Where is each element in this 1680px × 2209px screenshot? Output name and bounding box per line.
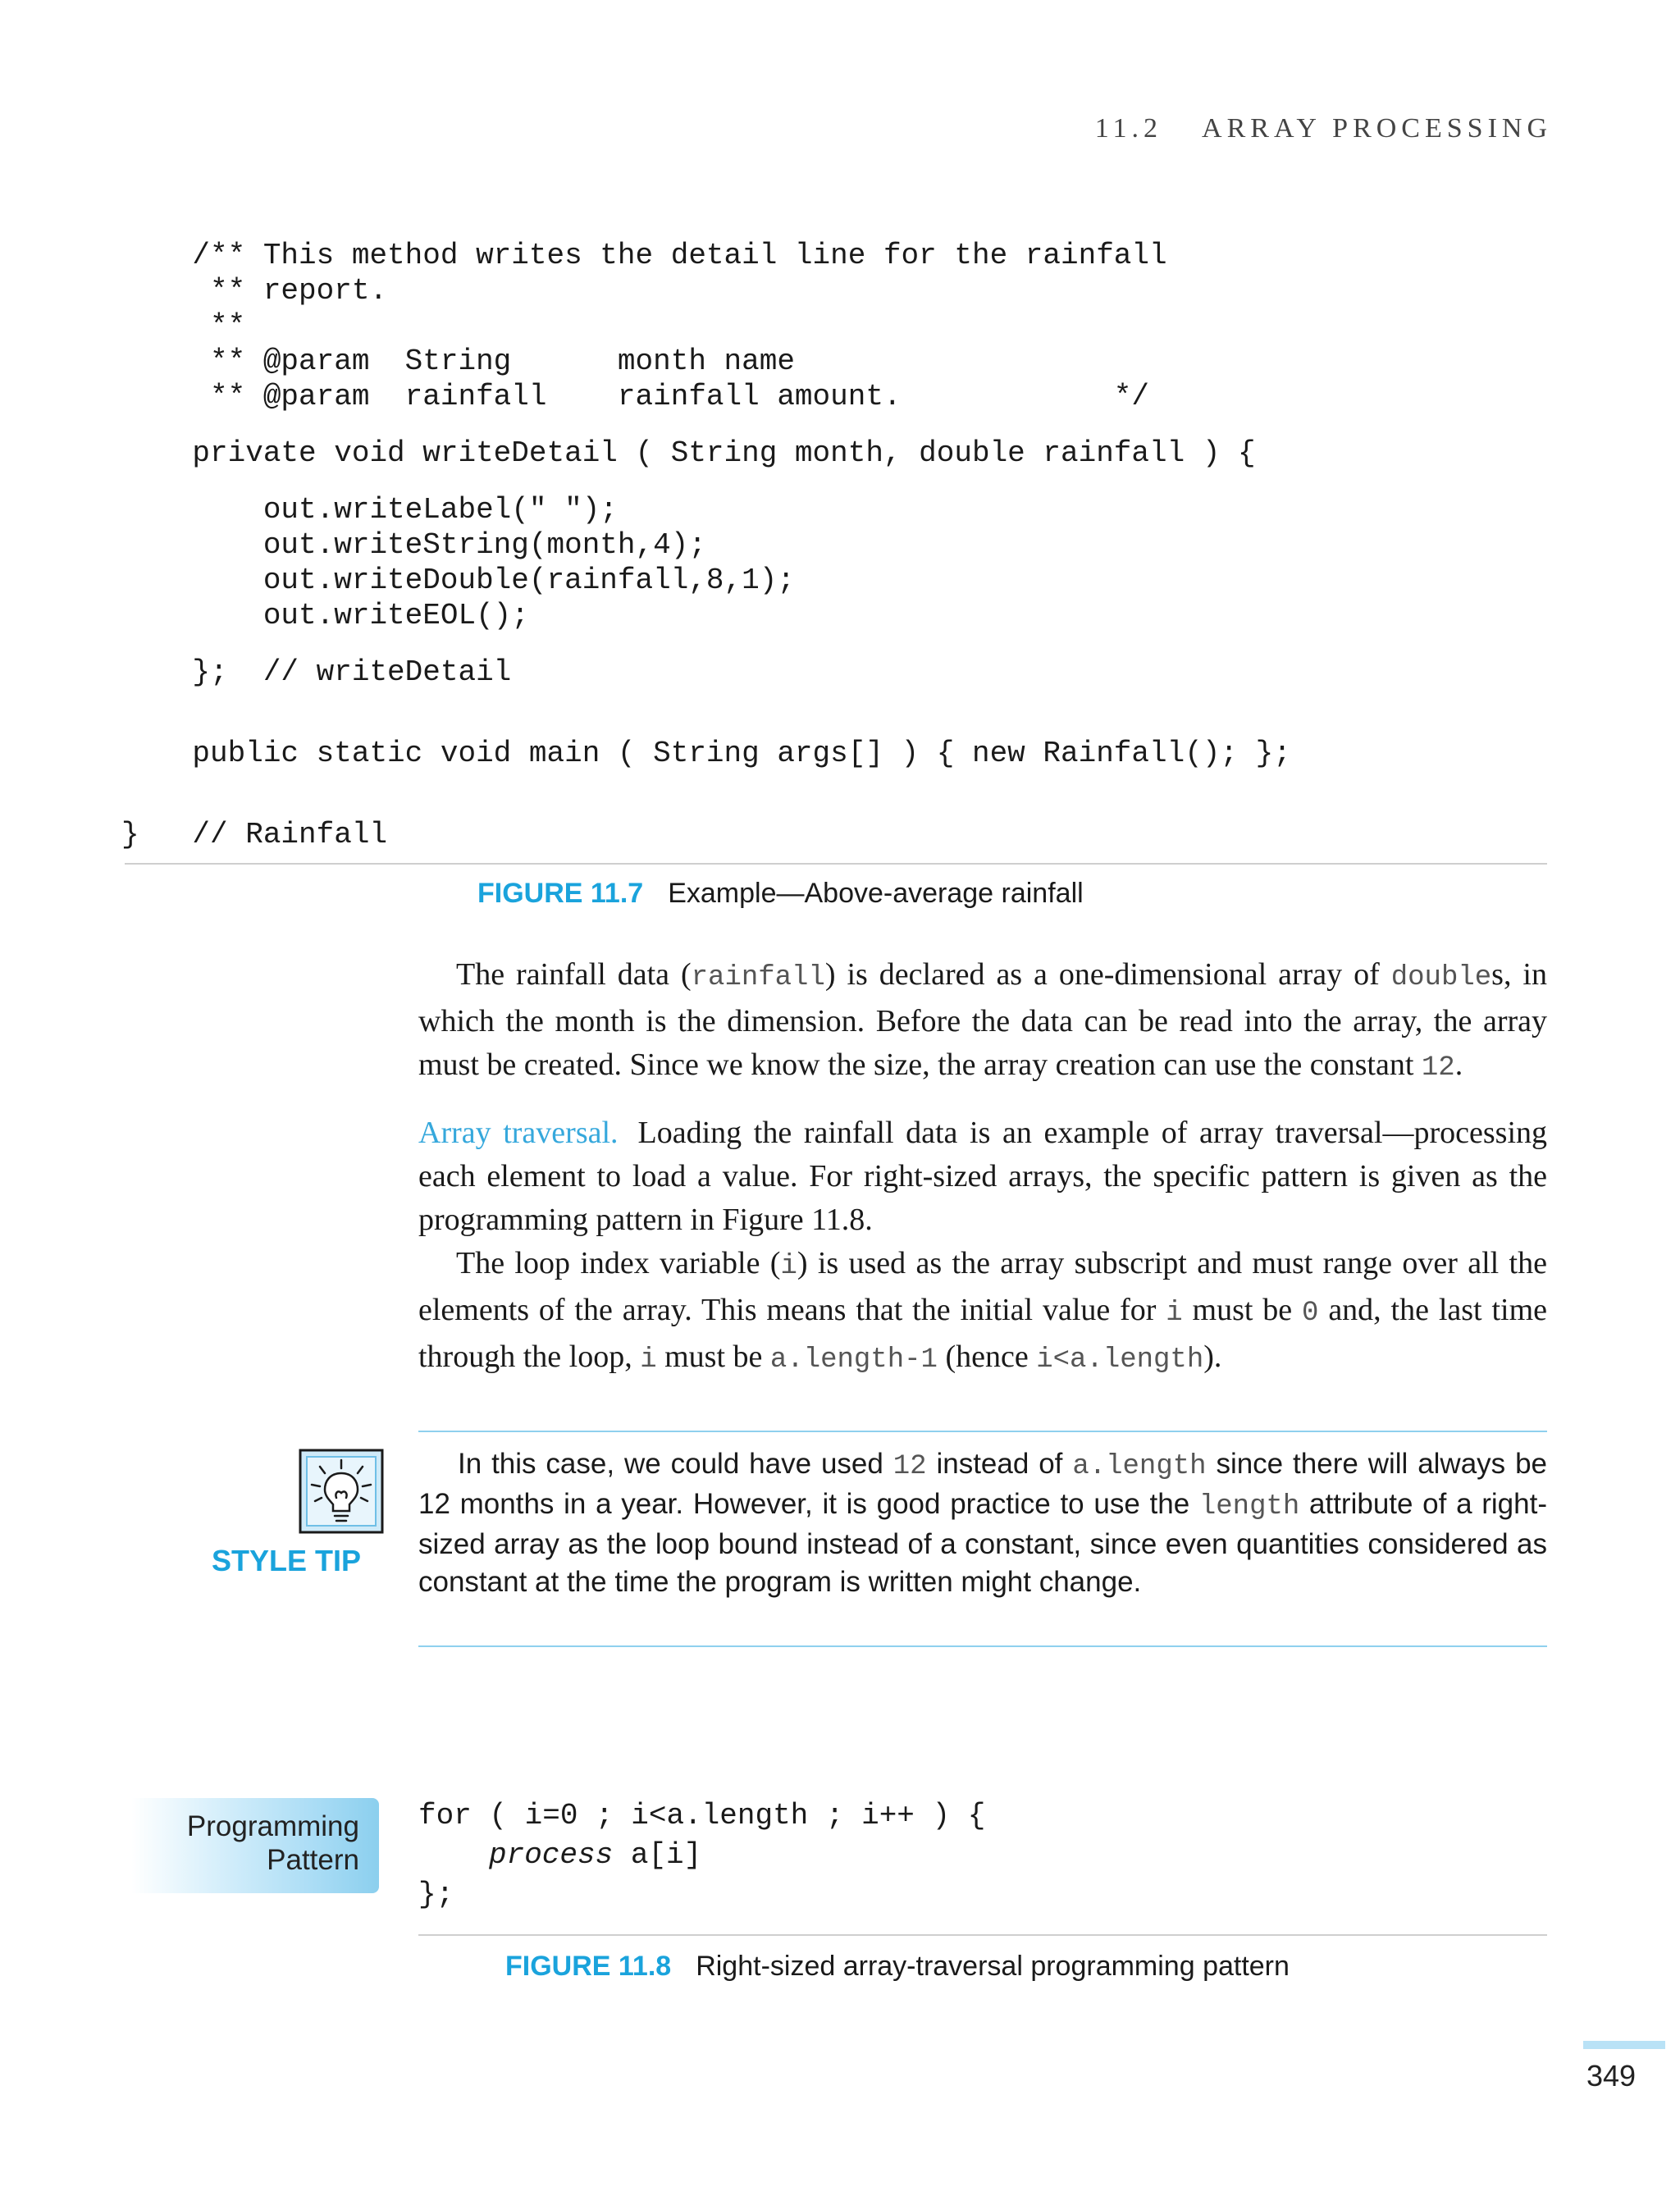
code-line: ** [121, 309, 246, 343]
page-number: 349 [1586, 2059, 1637, 2093]
code-text: a[i] [613, 1838, 702, 1872]
text-run: The rainfall data ( [456, 957, 692, 992]
inline-code: a.length-1 [769, 1344, 938, 1376]
code-line: }; // writeDetail [121, 655, 512, 689]
running-head-section: 11.2 [1094, 113, 1163, 144]
programming-pattern-label-line2: Pattern [267, 1844, 359, 1876]
figure-rule [125, 863, 1547, 865]
inline-code: rainfall [691, 962, 825, 993]
inline-code: i<a.length [1036, 1344, 1204, 1376]
text-run: and, the last time through the loop, [418, 1293, 1547, 1374]
style-tip-rule-top [418, 1431, 1547, 1432]
inline-heading: Array traversal. [418, 1116, 619, 1150]
inline-code: length [1198, 1491, 1300, 1522]
body-paragraph [418, 1242, 1547, 1382]
code-line: }; [418, 1878, 454, 1911]
inline-code: a.length [1072, 1451, 1207, 1482]
running-head [1095, 113, 1552, 144]
running-head-title: ARRAY PROCESSING [1202, 113, 1552, 144]
body-paragraph [418, 1111, 1547, 1242]
text-run: s, in which the month is the dimension. Before the data can be read into the array, the array must be created. Since we know the size, the array creation can use the constant [418, 957, 1547, 1082]
text-run: attribute of a right-sized array as the loop bound instead of a constant, since even quantities considered as constant at the time the program is written might change. [418, 1488, 1547, 1598]
inline-code: double [1390, 962, 1492, 993]
code-line: ** @param String month name [121, 345, 795, 378]
text-run: In this case, we could have used [458, 1448, 893, 1480]
inline-code: 12 [892, 1451, 927, 1482]
code-line: for ( i=0 ; i<a.length ; i++ ) { [418, 1799, 986, 1832]
code-line [121, 713, 1549, 736]
style-tip-rule-bottom [418, 1645, 1547, 1647]
code-line [121, 794, 1549, 817]
code-line [121, 690, 1549, 713]
figure-caption-11-8 [505, 1951, 1290, 1983]
text-run: must be [1182, 1293, 1303, 1327]
code-line: out.writeEOL(); [121, 599, 529, 632]
code-line: ** report. [121, 274, 388, 308]
code-line [121, 771, 1549, 794]
style-tip-text [418, 1445, 1547, 1601]
figure-number: FIGURE 11.7 [477, 878, 644, 909]
body-paragraph [418, 953, 1547, 1090]
code-italic: process [489, 1838, 614, 1872]
code-line: /** This method writes the detail line for the rainfall [121, 239, 1167, 272]
text-run: (hence [937, 1340, 1037, 1374]
page-number-bar [1583, 2041, 1665, 2049]
code-line [121, 414, 1549, 436]
figure-rule [418, 1934, 1547, 1936]
style-tip-label: STYLE TIP [212, 1544, 362, 1577]
text-run: ). [1203, 1340, 1222, 1374]
code-line [418, 1836, 1547, 1875]
code-line: public static void main ( String args[] ) { new Rainfall(); }; [121, 737, 1291, 770]
code-line: out.writeLabel(" "); [121, 493, 618, 527]
text-run: since there will always be 12 months in a year. However, it is good practice to use the [418, 1448, 1547, 1520]
code-line: private void writeDetail ( String month, double rainfall ) { [121, 436, 1256, 470]
code-line: } // Rainfall [121, 818, 388, 851]
inline-code: i [640, 1344, 657, 1376]
code-line: out.writeString(month,4); [121, 528, 706, 562]
figure-caption-text: Example—Above-average rainfall [668, 878, 1084, 909]
text-run: must be [656, 1340, 770, 1374]
text-run: ) is used as the array subscript and must range over all the elements of the array. This means that the initial value for [418, 1246, 1547, 1327]
text-run: The loop index variable ( [456, 1246, 781, 1280]
code-line [121, 633, 1549, 655]
inline-code: i [780, 1251, 797, 1282]
code-line [121, 471, 1549, 492]
lightbulb-icon [299, 1449, 384, 1534]
inline-code: 12 [1421, 1052, 1455, 1084]
inline-code: 0 [1302, 1298, 1319, 1329]
text-run: ) is declared as a one-dimensional array of [824, 957, 1391, 992]
figure-caption-11-7 [477, 878, 1084, 910]
text-run: Loading the rainfall data is an example of array traversal—processing each element to load a value. For right-sized arrays, the specific pattern is given as the programming pattern in Figure 11.8. [418, 1116, 1548, 1237]
code-line: ** @param rainfall rainfall amount. */ [121, 380, 1150, 413]
text-run: . [1454, 1047, 1463, 1082]
code-line: out.writeDouble(rainfall,8,1); [121, 564, 795, 597]
figure-number: FIGURE 11.8 [505, 1951, 672, 1982]
figure-caption-text: Right-sized array-traversal programming pattern [696, 1951, 1290, 1982]
code-listing-fig7 [121, 238, 1549, 852]
programming-pattern-badge [131, 1798, 379, 1893]
inline-code: i [1166, 1298, 1183, 1329]
code-listing-fig8 [418, 1796, 1547, 1915]
text-run: instead of [926, 1448, 1073, 1480]
programming-pattern-label-line1: Programming [186, 1810, 359, 1842]
